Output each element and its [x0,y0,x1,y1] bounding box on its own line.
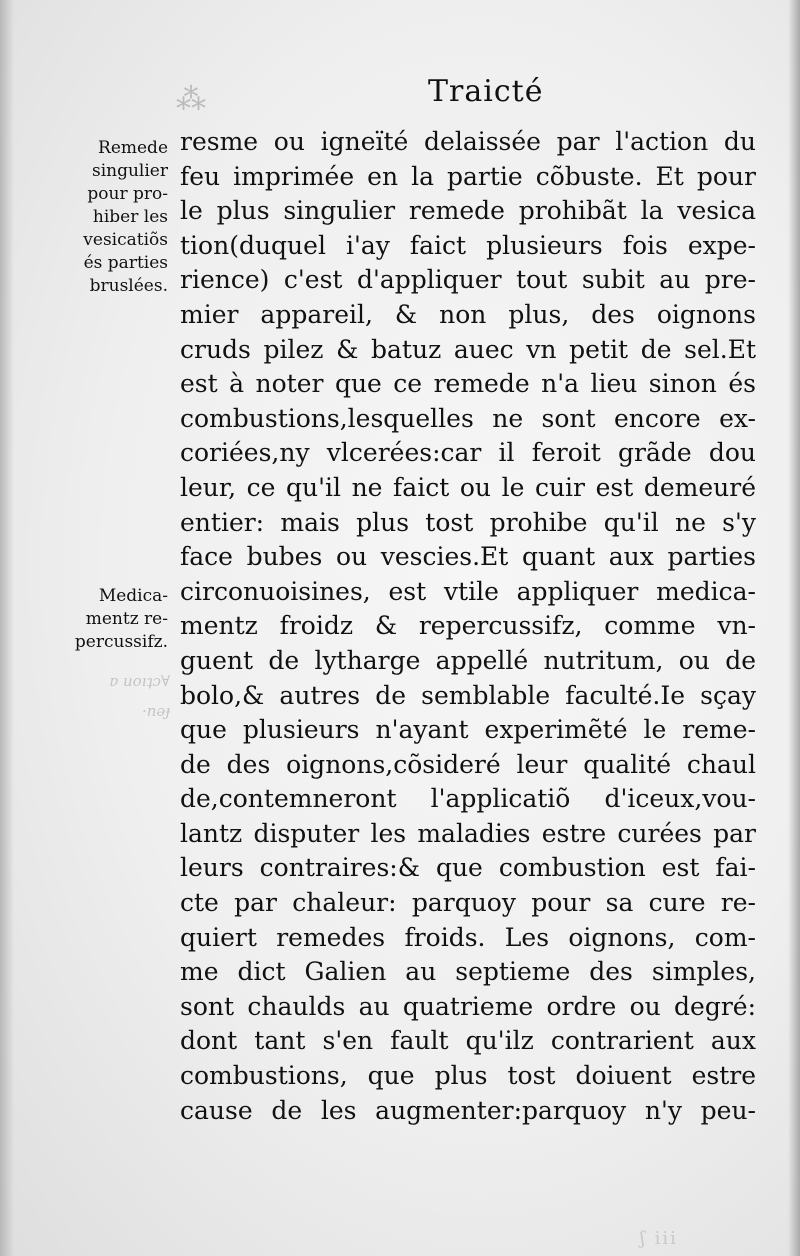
text-line: mentz froidz & repercussifz, comme vn- [180,611,756,641]
running-head: Traicté [428,74,544,109]
text-line: guent de lytharge appellé nutritum, ou de [180,645,756,675]
body-text [180,125,756,1128]
margin-note-line: és parties [83,253,168,273]
bleed-through-mark: ⁂ [176,82,207,117]
margin-note-line: vesicatiõs [83,230,168,250]
text-line: sont chaulds au quatrieme ordre ou degré: [180,991,756,1021]
text-line: que plusieurs n'ayant experimẽté le reme- [180,715,756,745]
margin-note-line: Remede [98,138,168,158]
bleed-through-note: ɐ uoıʇɔ∀ ·nǝɟ [109,672,170,720]
text-line: combustions, que plus tost doiuent estre [180,1061,756,1091]
text-line: leurs contraires:& que combustion est fai- [180,853,756,883]
text-line: cte par chaleur: parquoy pour sa cure re- [180,888,756,918]
text-line: de des oignons,cõsideré leur qualité chaul [180,749,756,779]
text-line: quiert remedes froids. Les oignons, com- [180,922,756,952]
text-line: coriées,ny vlcerées:car il feroit grãde dou [180,438,756,468]
text-line: cruds pilez & batuz auec vn petit de sel.Et [180,334,756,364]
text-line: feu imprimée en la partie cõbuste. Et pour [180,161,756,191]
text-line: combustions,lesquelles ne sont encore ex- [180,403,756,433]
margin-note-line: mentz re- [85,609,168,629]
text-line: rience) c'est d'appliquer tout subit au pre- [180,265,756,295]
text-line: mier appareil, & non plus, des oignons [180,299,756,329]
bleed-through-signature: ʃ iii [640,1228,678,1249]
text-line: leur, ce qu'il ne faict ou le cuir est demeuré [180,472,756,502]
text-line: dont tant s'en fault qu'ilz contrarient aux [180,1026,756,1056]
text-line: de,contemneront l'applicatiõ d'iceux,vou- [180,784,756,814]
page-left-edge-shadow [0,0,14,1256]
text-line: bolo,& autres de semblable faculté.Ie sçay [180,680,756,710]
margin-note-line: bruslées. [89,276,168,296]
margin-note-line: pour pro- [87,184,168,204]
text-line: cause de les augmenter:parquoy n'y peu- [180,1095,756,1125]
margin-note-line: hiber les [92,207,168,227]
text-line: le plus singulier remede prohibãt la vesica [180,196,756,226]
margin-note-medicamentz [18,585,168,654]
text-line: entier: mais plus tost prohibe qu'il ne s'y [180,507,756,537]
text-line: est à noter que ce remede n'a lieu sinon és [180,369,756,399]
text-line: circonuoisines, est vtile appliquer medica- [180,576,756,606]
margin-note-line: singulier [91,161,168,181]
text-line: lantz disputer les maladies estre curées par [180,818,756,848]
text-line: resme ou igneïté delaissée par l'action du [180,127,756,156]
text-line: me dict Galien au septieme des simples, [180,957,756,987]
margin-note-line: Medica- [98,586,168,606]
page-right-edge-shadow [788,0,800,1256]
margin-note-line: percussifz. [74,632,168,652]
margin-note-remede [18,137,168,298]
text-line: face bubes ou vescies.Et quant aux parties [180,542,756,572]
text-line: tion(duquel i'ay faict plusieurs fois expe- [180,230,756,260]
